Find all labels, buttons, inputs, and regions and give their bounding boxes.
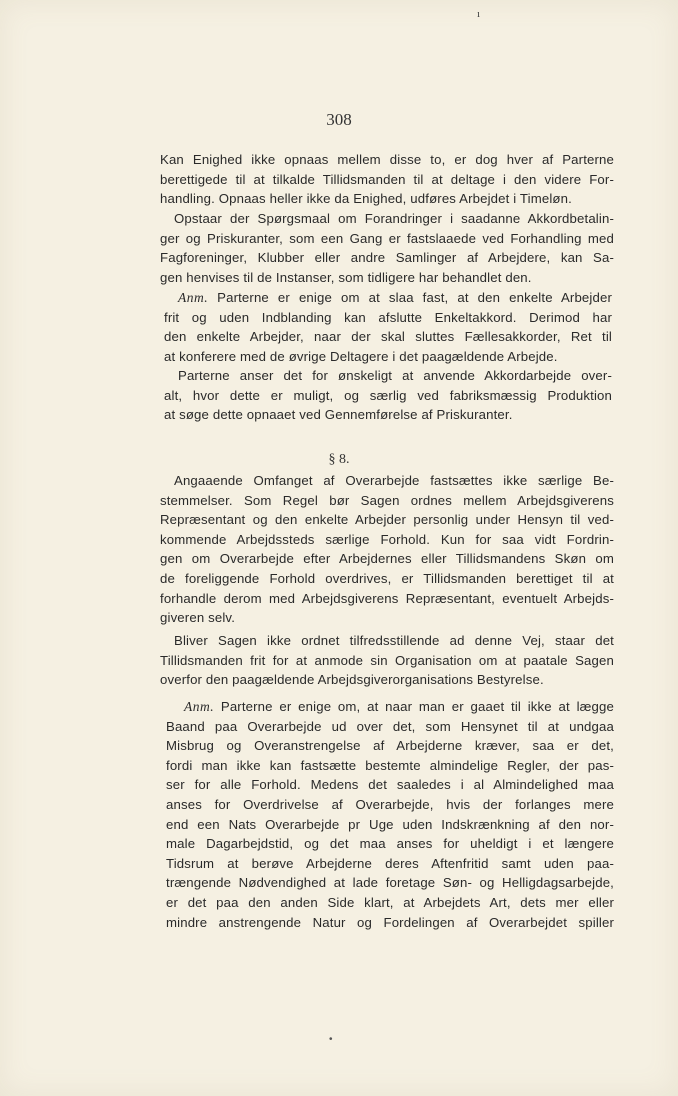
note-first-line (166, 697, 614, 717)
text-line: Repræsentant og den enkelte Arbejder personlig under Hensyn til ved- (160, 512, 614, 528)
text-line: berettigede til at tilkalde Tillidsmanden til at deltage i den videre For- (160, 171, 614, 187)
text-line: forhandle derom med Arbejdsgiverens Repræsentant, eventuelt Arbejds- (160, 590, 614, 606)
text-line: frit og uden Indblanding kan afslutte Enkeltakkord. Derimod har (164, 309, 612, 325)
note-label: Anm. (178, 290, 209, 305)
text-line: Angaaende Omfanget af Overarbejde fastsættes ikke særlige Be- (174, 473, 614, 488)
note-label: Anm. (184, 699, 215, 714)
text-line: Kan Enighed ikke opnaas mellem disse to, er dog hver af Parterne (160, 152, 614, 167)
text-line: Opstaar der Spørgsmaal om Forandringer i saadanne Akkordbetalin- (174, 211, 614, 226)
text-line: Misbrug og Overanstrengelse af Arbejderne kræver, saa er det, (166, 738, 614, 754)
text-line: ser for alle Forhold. Medens det saaledes i al Almindelighed maa (166, 777, 614, 793)
paragraph-1 (160, 150, 614, 209)
text-line: at konferere med de øvrige Deltagere i det paagældende Arbejde. (164, 348, 558, 364)
note-1-paragraph-2 (164, 366, 612, 425)
foot-mark: • (329, 1034, 333, 1045)
text-line: er det paa den anden Side klart, at Arbejdets Art, dets mer eller (166, 894, 614, 910)
text-line: alt, hvor dette er muligt, og særlig ved fabriksmæssig Produktion (164, 387, 612, 403)
text-line: gen henvises til de Instanser, som tidligere har behandlet den. (160, 269, 532, 285)
text-line: Tidsrum at berøve Arbejderne deres Aftenfritid samt uden paa- (166, 855, 614, 871)
text-line: Tillidsmanden frit for at anmode sin Organisation om at paatale Sagen (160, 652, 614, 668)
paragraph-4 (160, 631, 614, 690)
text-line: male Dagarbejdstid, og det maa anses for uheldigt i et længere (166, 836, 614, 852)
text-line: handling. Opnaas heller ikke da Enighed, udføres Arbejdet i Timeløn. (160, 191, 572, 207)
section-heading: § 8. (328, 452, 350, 467)
text-line: Baand paa Overarbejde ud over det, som Hensynet til at undgaa (166, 718, 614, 734)
page-number: 308 (326, 110, 352, 129)
note-text: Parterne er enige om at slaa fast, at den enkelte Arbejder (217, 290, 612, 305)
text-line: gen om Overarbejde efter Arbejdernes eller Tillidsmandens Skøn om (160, 551, 614, 567)
paragraph-2 (160, 209, 614, 287)
text-line: end een Nats Overarbejde pr Uge uden Indskrænkning af den nor- (166, 816, 614, 832)
text-line: trængende Nødvendighed at lade foretage Søn- og Helligdagsarbejde, (166, 875, 614, 891)
text-line: stemmelser. Som Regel bør Sagen ordnes mellem Arbejdsgiverens (160, 492, 614, 508)
edge-mark: ı (477, 8, 481, 20)
text-line: de foreliggende Forhold overdrives, er Tillidsmanden berettiget til at (160, 570, 614, 586)
note-text: Parterne er enige om, at naar man er gaaet til ikke at lægge (220, 699, 614, 714)
paragraph-3 (160, 471, 614, 628)
text-line: den enkelte Arbejder, naar der skal sluttes Fællesakkorder, Ret til (164, 329, 612, 345)
text-line: overfor den paagældende Arbejdsgiverorganisations Bestyrelse. (160, 672, 544, 688)
text-line: Fagforeninger, Klubber eller andre Samlinger af Arbejdere, kan Sa- (160, 250, 614, 266)
text-line: mindre anstrengende Natur og Fordelingen af Overarbejdet spiller (166, 914, 614, 930)
text-line: fordi man ikke kan fastsætte bestemte almindelige Regler, der pas- (166, 757, 614, 773)
text-line: giveren selv. (160, 610, 236, 626)
note-first-line (164, 288, 612, 308)
text-line: ger og Priskuranter, som een Gang er fastslaaede ved Forhandling med (160, 230, 614, 246)
text-line: Parterne anser det for ønskeligt at anvende Akkordarbejde over- (178, 368, 612, 383)
text-line: at søge dette opnaaet ved Gennemførelse af Priskuranter. (164, 407, 513, 423)
note-1 (164, 288, 612, 366)
text-line: kommende Arbejdssteds særlige Forhold. Kun for saa vidt Fordrin- (160, 531, 614, 547)
note-2 (166, 697, 614, 932)
text-line: anses for Overdrivelse af Overarbejde, hvis der forlanges mere (166, 796, 614, 812)
text-line: Bliver Sagen ikke ordnet tilfredsstillende ad denne Vej, staar det (174, 633, 614, 648)
